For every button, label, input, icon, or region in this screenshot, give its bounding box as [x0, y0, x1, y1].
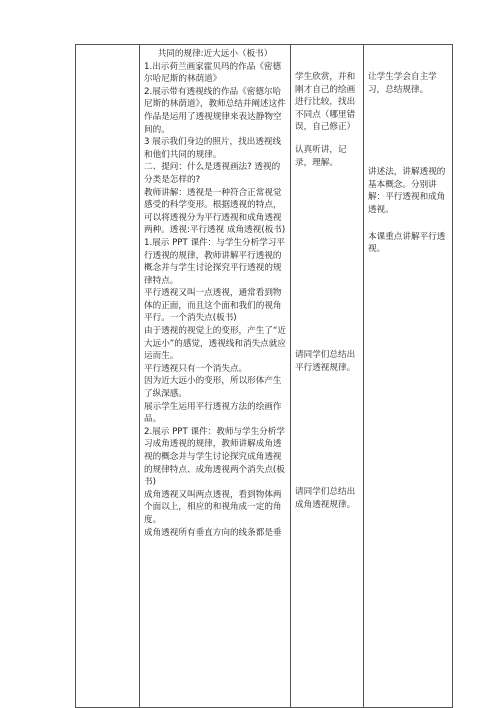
content-heading: 共同的规律:近大远小（板书）: [157, 49, 273, 59]
empty-left-column-cell: [76, 45, 140, 708]
student-activity-text: 请同学们总结出成角透视规律。: [295, 487, 356, 510]
content-paragraph: 2.展示 PPT 课件：教师与学生分析学习成角透视的规律，教师讲解成角透视的概念并与学生讨论探究成角透视的规律特点、成角透视两个消失点(板书): [144, 426, 285, 488]
content-paragraph: 成角透视又叫两点透视，看到物体两个面以上，相应的和视角成一定的角度。: [144, 489, 282, 525]
content-paragraph: 2.展示带有透视线的作品《密德尔哈尼斯的林荫道》，教师总结并阐述这件作品是运用了透视规律来表达静物空间的。: [144, 86, 286, 135]
student-activity-text: 学生欣赏，并和刚才自己的绘画进行比较，找出不同点（哪里错误，自己修正）: [295, 72, 356, 133]
content-paragraph: 二、提问：什么是透视画法? 透视的分类是怎样的?: [144, 162, 281, 185]
content-paragraph: 1.出示荷兰画家霍贝玛的作品《密德尔哈尼斯的林荫道》: [144, 61, 282, 85]
student-activity-text: 请同学们总结出平行透视规律。: [295, 350, 356, 373]
table-row: [76, 45, 453, 708]
content-paragraph: 3 展示我们身边的照片，找出透视线和他们共同的规律。: [144, 137, 282, 160]
student-activity-cell: [291, 45, 364, 708]
student-activity-text: 认真听讲，记录，理解。: [295, 144, 347, 168]
design-intent-cell: [364, 45, 453, 708]
content-paragraph: 成角透视所有垂直方向的线条都是垂: [144, 527, 282, 538]
design-intent-text: 讲述法，讲解透视的基本概念。分别讲解：平行透视和成角透视。: [368, 167, 446, 215]
content-paragraph: 由于透视的视觉上的变形，产生了“近大远小”的感觉，透视线和消失点就应运而生。: [144, 326, 286, 362]
content-paragraph: 展示学生运用平行透视方法的绘画作品。: [144, 401, 282, 425]
design-intent-text: 让学生学会自主学习，总结规律。: [368, 72, 437, 95]
content-paragraph: 因为近大远小的变形，所以形体产生了纵深感。: [144, 376, 282, 400]
content-paragraph: 平行透视又叫一点透视，通常看到物体的正面，而且这个面和我们的视角平行。一个消失点(板书): [144, 288, 282, 324]
lesson-plan-table: [75, 44, 453, 708]
content-paragraph: 平行透视只有一个消失点。: [144, 363, 248, 374]
content-paragraph: 教师讲解：透视是一种符合正常视觉感受的科学变形。根据透视的特点，可以将透视分为平行透视和成角透视两种。透视:平行透视 成角透视(板书): [144, 187, 286, 236]
design-intent-text: 本课重点讲解平行透视。: [368, 231, 446, 255]
content-paragraph: 1.展示 PPT 课件：与学生分析学习平行透视的规律，教师讲解平行透视的概念并与学生讨论探究平行透视的规律特点。: [144, 237, 285, 286]
teaching-content-cell: [140, 45, 291, 708]
